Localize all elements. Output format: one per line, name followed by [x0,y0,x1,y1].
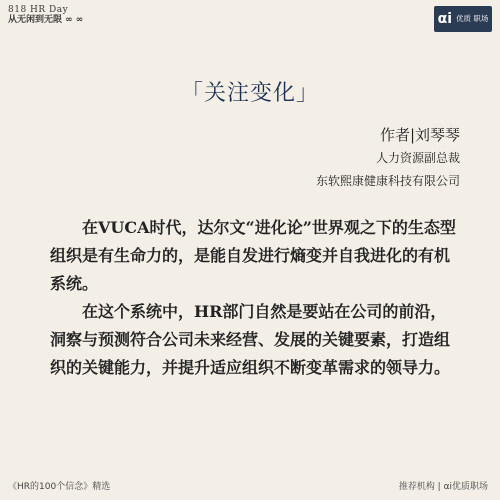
alpha-i-logo [434,6,492,32]
event-slogan: 从无闲到无限 ∞ ∞ [8,15,84,26]
logo-mark: αi [437,11,453,27]
author-company: 东软熙康健康科技有限公司 [315,174,460,188]
article-body [50,214,460,382]
footer-recommender: 推荐机构 | αi优质职场 [398,482,488,492]
author-block [316,124,460,193]
event-brand [8,5,83,26]
author-role: 人力资源副总裁 [375,151,460,165]
event-name: 818 HR Day [8,5,69,15]
page-title: 「关注变化」 [180,81,319,106]
logo-text: 优质 职场 [456,13,489,23]
footer-source: 《HR的100个信念》精选 [8,482,111,492]
paragraph-1: 在VUCA时代，达尔文“进化论”世界观之下的生态型组织是有生命力的，是能自发进行熵变并自我进化的有机系统。 [50,218,456,293]
paragraph-2: 在这个系统中，HR部门自然是要站在公司的前沿，洞察与预测符合公司未来经营、发展的关键要素，打造组织的关键能力，并提升适应组织不断变革需求的领导力。 [50,302,451,377]
author-name: 作者|刘琴琴 [379,126,460,144]
